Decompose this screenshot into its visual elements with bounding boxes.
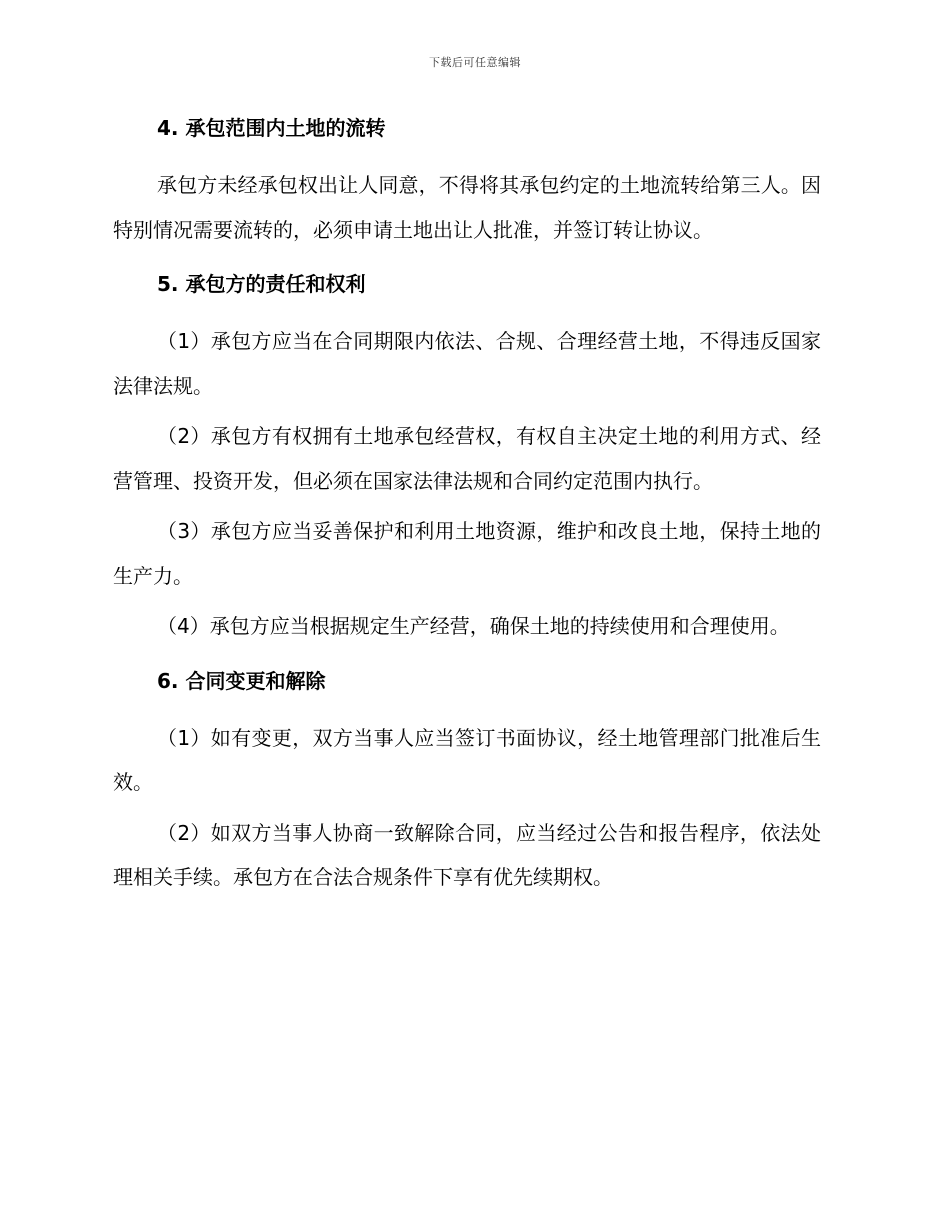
section-heading: 5. 承包方的责任和权利: [157, 272, 366, 296]
document-body: [113, 112, 821, 900]
section-paragraph: （2）如双方当事人协商一致解除合同，应当经过公告和报告程序，依法处理相关手续。承包方在合法合规条件下享有优先续期权。: [113, 820, 821, 889]
page-header-note: 下载后可任意编辑: [429, 56, 521, 69]
section-paragraph: （1）承包方应当在合同期限内依法、合规、合理经营土地，不得违反国家法律法规。: [113, 329, 821, 398]
section-paragraph: （1）如有变更，双方当事人应当签订书面协议，经土地管理部门批准后生效。: [113, 725, 821, 794]
section-paragraph: （3）承包方应当妥善保护和利用土地资源，维护和改良土地，保持土地的生产力。: [113, 519, 821, 588]
section-6: [113, 665, 821, 900]
section-4: [113, 112, 821, 252]
section-paragraph: （2）承包方有权拥有土地承包经营权，有权自主决定土地的利用方式、经营管理、投资开发，但必须在国家法律法规和合同约定范围内执行。: [113, 424, 821, 493]
section-heading: 4. 承包范围内土地的流转: [157, 116, 386, 140]
section-heading: 6. 合同变更和解除: [157, 668, 326, 693]
section-paragraph: （4）承包方应当根据规定生产经营，确保土地的持续使用和合理使用。: [157, 614, 790, 638]
section-paragraph: 承包方未经承包权出让人同意，不得将其承包约定的土地流转给第三人。因特别情况需要流转的，必须申请土地出让人批准，并签订转让协议。: [113, 173, 821, 242]
section-5: [113, 268, 821, 649]
